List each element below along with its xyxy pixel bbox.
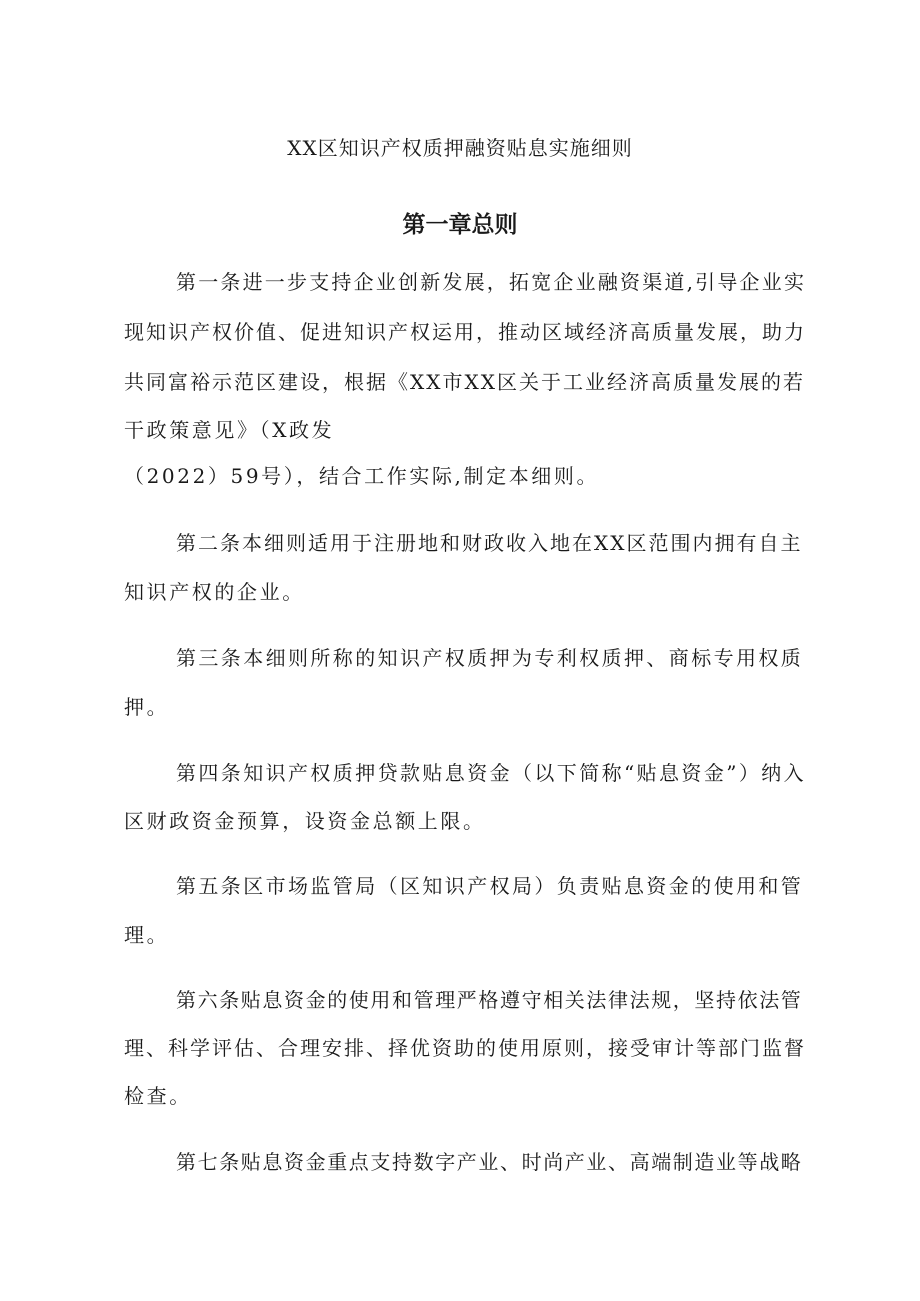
- article-6-line-3: 检查。: [124, 1084, 192, 1108]
- article-1-line-5: （2022）59号），结合工作实际,制定本细则。: [124, 464, 600, 488]
- article-5-line-2: 理。: [124, 923, 170, 947]
- article-4-line-2: 区财政资金预算，设资金总额上限。: [124, 809, 486, 833]
- article-6-line-2: 理、科学评估、合理安排、择优资助的使用原则，接受审计等部门监督: [124, 1036, 806, 1060]
- article-5-line-1: 第五条区市场监管局（区知识产权局）负责贴息资金的使用和管: [176, 874, 804, 898]
- article-6-line-1: 第六条贴息资金的使用和管理严格遵守相关法律法规，坚持依法管: [176, 988, 803, 1012]
- article-1-line-1: 第一条进一步支持企业创新发展，拓宽企业融资渠道,引导企业实: [176, 270, 807, 294]
- article-4-line-1: 第四条知识产权质押贷款贴息资金（以下简称“贴息资金”）纳入: [176, 761, 807, 785]
- article-1-line-3: 共同富裕示范区建设，根据《XX市XX区关于工业经济高质量发展的若: [124, 370, 805, 394]
- article-1-line-2: 现知识产权价值、促进知识产权运用，推动区域经济高质量发展，助力: [124, 320, 806, 344]
- article-1-line-4: 干政策意见》（X政发: [124, 418, 335, 442]
- article-7-line-1: 第七条贴息资金重点支持数字产业、时尚产业、高端制造业等战略: [176, 1150, 803, 1174]
- article-3-line-2: 押。: [124, 695, 170, 719]
- document-title: XX区知识产权质押融资贴息实施细则: [287, 136, 633, 160]
- article-3-line-1: 第三条本细则所称的知识产权质押为专利权质押、商标专用权质: [176, 646, 804, 670]
- article-2-line-2: 知识产权的企业。: [124, 580, 305, 604]
- article-2-line-1: 第二条本细则适用于注册地和财政收入地在XX区范围内拥有自主: [176, 531, 803, 555]
- chapter-heading: 第一章总则: [402, 212, 518, 238]
